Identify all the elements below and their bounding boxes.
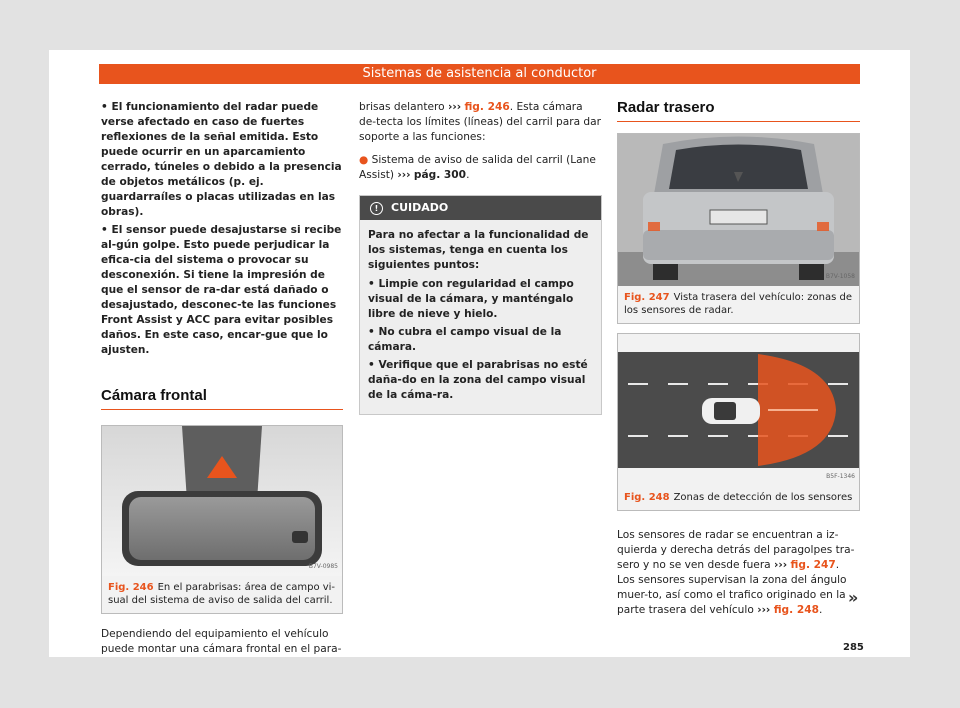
- caution-body: Para no afectar a la funcionalidad de los sistemas, tenga en cuenta los siguientes puntos: • Limpie con regularidad el campo visual de la cámara, y manténgalo libre de nieve y hielo. • No cubra el campo visual de la cámara. • Verifique que el parabrisas no esté daña-do en la zona del campo visual de la cáma-ra.: [360, 220, 601, 414]
- column-1: [101, 100, 343, 657]
- car-rear-illustration: [618, 134, 859, 286]
- car-rear-image: [618, 134, 859, 286]
- figure-code: B7V-1058: [825, 273, 855, 280]
- figure-247: [617, 133, 860, 324]
- link-fig-246[interactable]: fig. 246: [464, 101, 510, 113]
- figure-code: B7V-0985: [308, 563, 338, 570]
- continue-mark: »: [848, 588, 859, 607]
- bullet-sensor-misaligned: • El sensor puede desajustarse si recibe al-gún golpe. Esto puede perjudicar la efica-cia del sistema o provocar su desconexión. Si tiene la impresión de que el sensor de ra-dar está dañado o desajustado, desconec-te las funciones Front Assist y ACC para evitar posibles daños. En este caso, encar-gue que lo ajusten.: [101, 224, 342, 356]
- caution-bullet: • Limpie con regularidad el campo visual de la cámara, y manténgalo libre de nieve y hielo.: [368, 278, 574, 320]
- paragraph-rear-radar: Los sensores de radar se encuentran a iz-quierda y derecha detrás del paragolpes tra-sero y no se ven desde fuera ››› fig. 247. Los sensores supervisan la zona del ángulo muer-to, así como el trafico originado en la parte trasera del vehículo ››› fig. 248.: [617, 529, 855, 616]
- bullet-radar-reflection: • El funcionamiento del radar puede verse afectado en caso de fuertes reflexiones de la señal emitida. Esto puede ocurrir en un aparcamiento cerrado, túneles o debido a la presencia de objetos metálicos (p. ej. guardarraíles o placas utilizadas en las obras).: [101, 101, 342, 218]
- figure-caption: Fig. 247 Vista trasera del vehículo: zonas de los sensores de radar.: [618, 286, 859, 323]
- caution-bullet: • Verifique que el parabrisas no esté daña-do en la zona del campo visual de la cáma-ra.: [368, 359, 588, 401]
- column-3: [617, 100, 860, 618]
- page-header: Sistemas de asistencia al conductor: [99, 64, 860, 84]
- figure-caption: Fig. 246 En el parabrisas: área de campo vi-sual del sistema de aviso de salida del carril.: [102, 576, 342, 613]
- caution-bullet: • No cubra el campo visual de la cámara.: [368, 326, 562, 353]
- paragraph-camera-intro: Dependiendo del equipamiento el vehículo puede montar una cámara frontal en el para-: [101, 628, 342, 655]
- link-fig-247[interactable]: fig. 247: [790, 559, 836, 571]
- paragraph-camera-continued: brisas delantero ››› fig. 246. Esta cámara de-tecta los límites (líneas) del carril para dar soporte a las funciones:: [359, 101, 602, 143]
- caution-box: [359, 195, 602, 415]
- caution-header: ! CUIDADO: [360, 196, 601, 220]
- link-pag-300[interactable]: pág. 300: [413, 169, 467, 181]
- rearview-mirror-image: [102, 426, 342, 576]
- figure-caption: Fig. 248 Zonas de detección de los sensores: [618, 486, 859, 510]
- link-fig-248[interactable]: fig. 248: [773, 604, 819, 616]
- bullet-lane-assist: ● Sistema de aviso de salida del carril (Lane Assist) ››› pág. 300.: [359, 154, 596, 181]
- section-title-camara-frontal: Cámara frontal: [101, 388, 343, 410]
- page-number: 285: [843, 642, 864, 653]
- section-title-radar-trasero: Radar trasero: [617, 100, 860, 122]
- rearview-mirror-illustration: [102, 426, 342, 576]
- figure-246: [101, 425, 343, 614]
- figure-code: B5F-1346: [826, 473, 855, 480]
- column-2: [359, 100, 602, 415]
- warning-circle-icon: !: [370, 202, 383, 215]
- figure-248: [617, 333, 860, 511]
- radar-zones-illustration: [618, 334, 859, 486]
- radar-zones-image: [618, 334, 859, 486]
